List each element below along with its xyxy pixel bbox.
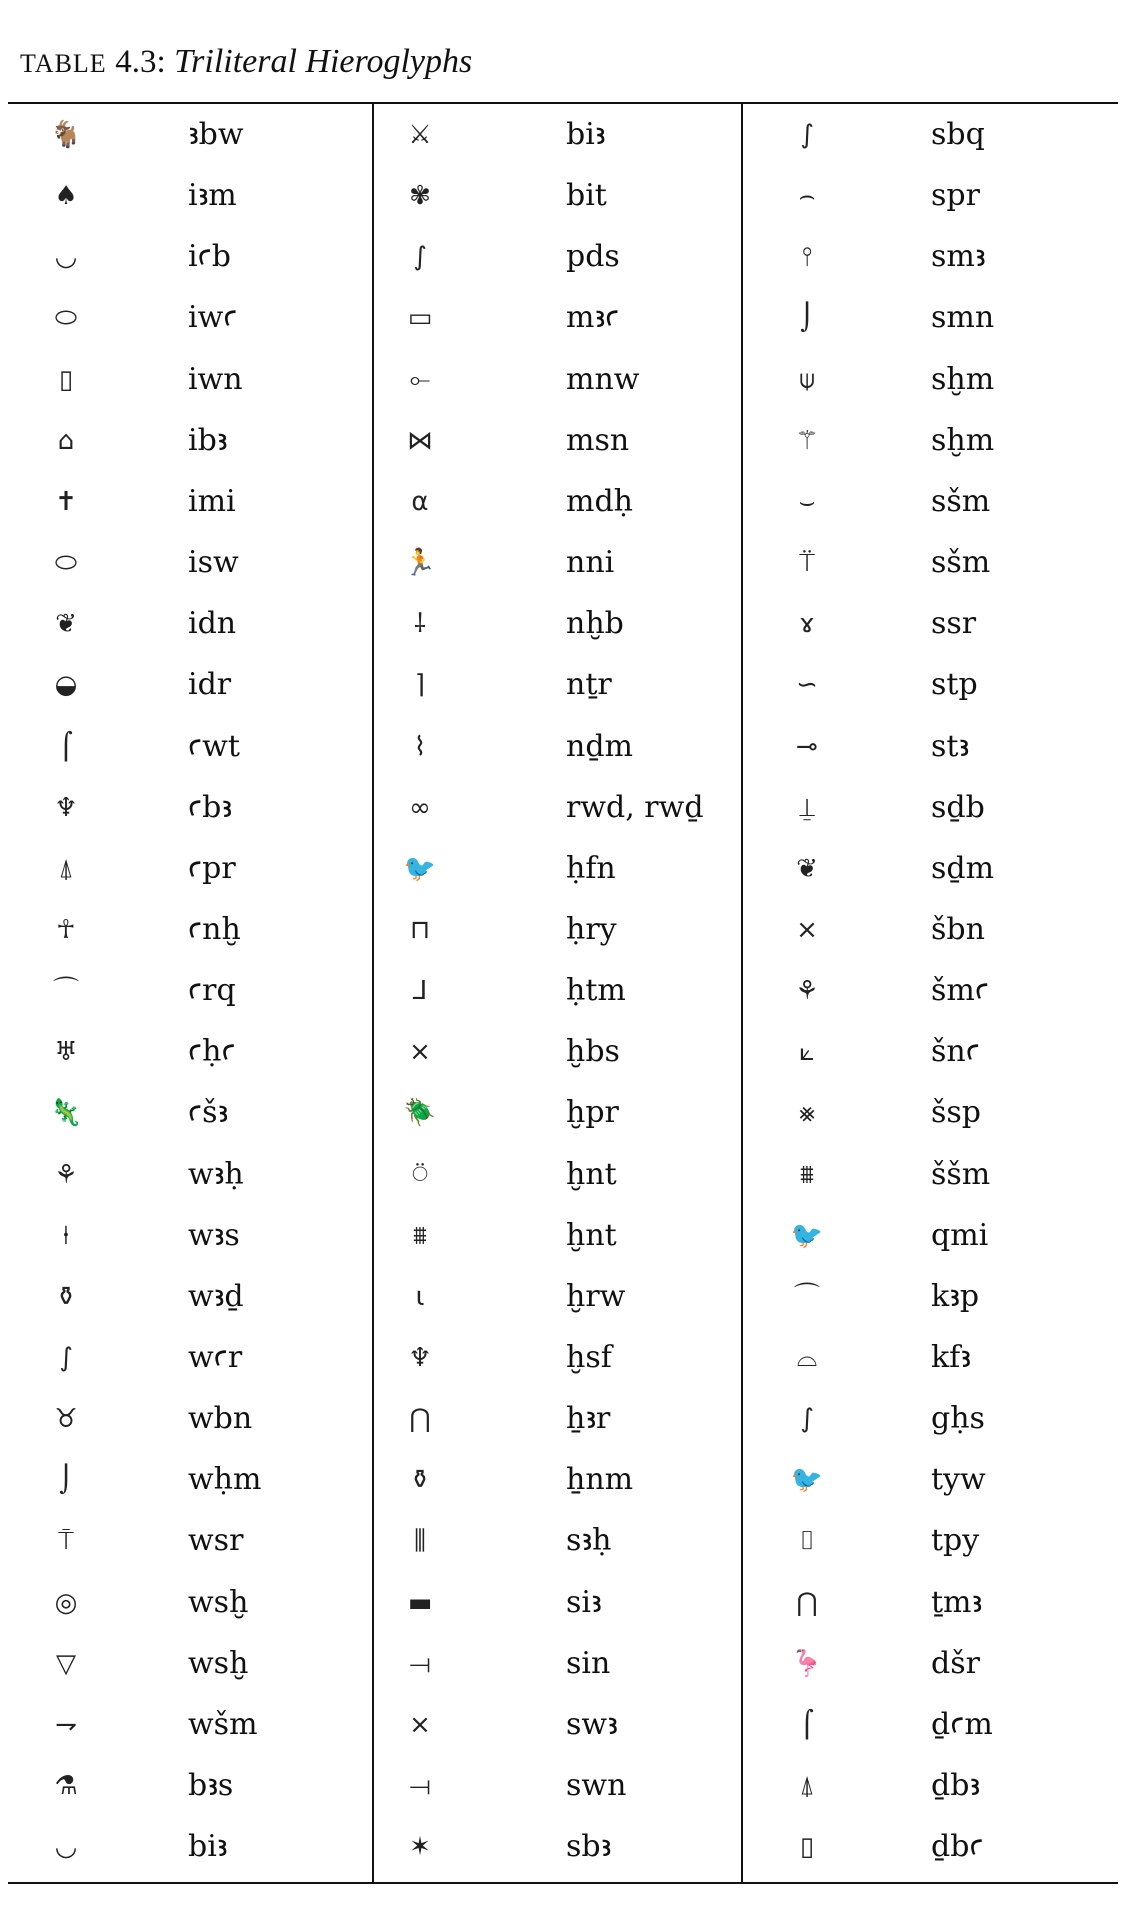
transliteration: ḏꜥm bbox=[931, 1706, 993, 1742]
jaw-hieroglyph-icon: ⌓ bbox=[796, 1343, 818, 1373]
table-row bbox=[374, 1266, 741, 1327]
table-row bbox=[0, 838, 372, 899]
transliteration: iwn bbox=[188, 361, 243, 397]
plant-hieroglyph-icon: ⚘ bbox=[795, 976, 819, 1007]
table-row bbox=[374, 287, 741, 348]
transliteration: ḫnt bbox=[566, 1217, 617, 1253]
table-row bbox=[374, 1510, 741, 1571]
leg-hieroglyph-icon: ∫ bbox=[59, 1343, 73, 1373]
transliteration: ḥry bbox=[566, 911, 617, 947]
pillar-hieroglyph-icon: ♆ bbox=[54, 792, 78, 823]
arch-hieroglyph-icon: ⋂ bbox=[796, 1587, 818, 1618]
leg-hieroglyph-icon: ∫ bbox=[413, 242, 427, 273]
arrow-hieroglyph-icon: ⊸ bbox=[796, 731, 818, 762]
sceptre-hieroglyph-icon: ⍦ bbox=[799, 364, 815, 395]
lizard-hieroglyph-icon: 🦎 bbox=[49, 1098, 83, 1129]
transliteration: qmi bbox=[931, 1217, 989, 1253]
pots-hieroglyph-icon: ⩩ bbox=[413, 1220, 427, 1251]
finger-hieroglyph-icon: ▯ bbox=[799, 1832, 815, 1863]
table-row bbox=[0, 1021, 372, 1082]
plant-hieroglyph-icon: ⚚ bbox=[795, 425, 819, 456]
table-row bbox=[743, 532, 1125, 593]
table-row bbox=[0, 410, 372, 471]
table-row bbox=[374, 654, 741, 715]
table-row bbox=[374, 1694, 741, 1755]
horn-hieroglyph-icon: ⌡ bbox=[59, 1465, 73, 1496]
transliteration: siꜣ bbox=[566, 1584, 602, 1620]
table-row bbox=[374, 716, 741, 777]
table-row bbox=[743, 471, 1125, 532]
transliteration: biꜣ bbox=[566, 117, 606, 152]
leaf-hieroglyph-icon: ❦ bbox=[55, 609, 77, 640]
block-hieroglyph-icon: ▭ bbox=[407, 303, 433, 334]
leg-hieroglyph-icon: ∫ bbox=[800, 1404, 814, 1435]
sun-hieroglyph-icon: ♉ bbox=[54, 1404, 78, 1435]
transliteration: smꜣ bbox=[931, 239, 986, 275]
transliteration: ḥtm bbox=[566, 973, 626, 1009]
bowl-hieroglyph-icon: ▽ bbox=[56, 1648, 76, 1679]
table-row bbox=[743, 1694, 1125, 1755]
transliteration: sḫm bbox=[931, 361, 995, 397]
table-row bbox=[743, 777, 1125, 838]
table-row bbox=[743, 1572, 1125, 1633]
transliteration: wḥm bbox=[188, 1462, 262, 1498]
table-row bbox=[743, 1082, 1125, 1143]
table-row bbox=[743, 1144, 1125, 1205]
transliteration: idr bbox=[188, 667, 232, 703]
transliteration: nḫb bbox=[566, 606, 624, 642]
crook-hieroglyph-icon: ⌠ bbox=[59, 731, 73, 762]
transliteration: smn bbox=[931, 300, 995, 336]
transliteration: idn bbox=[188, 606, 237, 642]
table-row bbox=[743, 349, 1125, 410]
lung-hieroglyph-icon: ⫯ bbox=[801, 242, 813, 273]
transliteration: gḥs bbox=[931, 1401, 985, 1437]
cross-hieroglyph-icon: ✝ bbox=[55, 486, 77, 517]
table-row bbox=[0, 471, 372, 532]
arch-hieroglyph-icon: ⋂ bbox=[409, 1404, 431, 1435]
transliteration: wsḫ bbox=[188, 1645, 249, 1681]
transliteration: ꜣbw bbox=[188, 117, 244, 152]
table-column-3 bbox=[743, 104, 1125, 1882]
table-title bbox=[20, 42, 472, 82]
transliteration: stp bbox=[931, 667, 978, 703]
staff-hieroglyph-icon: ⌡ bbox=[800, 303, 814, 334]
table-row bbox=[0, 104, 372, 165]
transliteration: mꜣꜥ bbox=[566, 300, 620, 336]
club-hieroglyph-icon: ♠ bbox=[54, 181, 78, 212]
table-row bbox=[374, 226, 741, 287]
table-row bbox=[743, 654, 1125, 715]
table-row bbox=[743, 899, 1125, 960]
transliteration: ḥfn bbox=[566, 850, 616, 886]
jar-hieroglyph-icon: ⚱ bbox=[409, 1465, 431, 1496]
transliteration: rwd, rwḏ bbox=[566, 789, 704, 825]
transliteration: wsḫ bbox=[188, 1584, 249, 1620]
table-name: Triliteral Hieroglyphs bbox=[174, 43, 473, 80]
table-row bbox=[743, 1510, 1125, 1571]
transliteration: mnw bbox=[566, 361, 640, 397]
table-row bbox=[374, 593, 741, 654]
arrow-hieroglyph-icon: ⟞ bbox=[409, 1771, 431, 1802]
transliteration: wꜣḏ bbox=[188, 1278, 244, 1314]
transliteration: ẖnm bbox=[566, 1462, 634, 1498]
loaf-hieroglyph-icon: ⬭ bbox=[54, 303, 78, 334]
transliteration: isw bbox=[188, 545, 239, 581]
table-row bbox=[743, 1021, 1125, 1082]
harpoon-hieroglyph-icon: ⋈ bbox=[407, 425, 433, 456]
table-row bbox=[0, 1816, 372, 1877]
rope-hieroglyph-icon: ∞ bbox=[409, 792, 431, 823]
transliteration: msn bbox=[566, 422, 630, 458]
transliteration: iwꜥ bbox=[188, 300, 238, 336]
table-row bbox=[374, 1816, 741, 1877]
bowl-hieroglyph-icon: ◡ bbox=[54, 242, 78, 273]
table-row bbox=[374, 1327, 741, 1388]
arm-hieroglyph-icon: ⌒ bbox=[793, 1281, 820, 1312]
transliteration: pds bbox=[566, 239, 620, 275]
table-row bbox=[0, 349, 372, 410]
staff-hieroglyph-icon: ⌠ bbox=[800, 1709, 814, 1740]
table-row bbox=[0, 899, 372, 960]
transliteration: wꜣs bbox=[188, 1217, 240, 1253]
basket-hieroglyph-icon: ◡ bbox=[54, 1832, 78, 1863]
transliteration: ḏbꜣ bbox=[931, 1768, 981, 1804]
table-row bbox=[0, 1449, 372, 1510]
transliteration: šnꜥ bbox=[931, 1034, 980, 1070]
transliteration: sšm bbox=[931, 483, 991, 519]
table-row bbox=[374, 410, 741, 471]
transliteration: sḏm bbox=[931, 850, 995, 886]
transliteration: nṯr bbox=[566, 667, 612, 703]
transliteration: sšm bbox=[931, 545, 991, 581]
compass-hieroglyph-icon: ⍋ bbox=[799, 1771, 815, 1802]
transliteration: wꜥr bbox=[188, 1340, 243, 1375]
table-row bbox=[0, 1388, 372, 1449]
transliteration: spr bbox=[931, 178, 980, 214]
jar-hieroglyph-icon: ⍥ bbox=[412, 1159, 428, 1190]
transliteration: swn bbox=[566, 1768, 627, 1804]
transliteration: šsp bbox=[931, 1095, 981, 1131]
transliteration: ꜥšꜣ bbox=[188, 1095, 229, 1131]
arrow-hieroglyph-icon: ⟞ bbox=[409, 1648, 431, 1679]
transliteration: nḏm bbox=[566, 728, 633, 764]
table-row bbox=[743, 410, 1125, 471]
bee-hieroglyph-icon: ✾ bbox=[409, 181, 431, 212]
staff-hieroglyph-icon: ⸸ bbox=[413, 609, 427, 640]
head-hieroglyph-icon: ⍑ bbox=[58, 1526, 74, 1557]
table-column-1 bbox=[0, 104, 372, 1882]
transliteration: sꜣḥ bbox=[566, 1523, 612, 1559]
table-row bbox=[0, 716, 372, 777]
transliteration: mdḥ bbox=[566, 483, 633, 519]
table-row bbox=[374, 838, 741, 899]
transliteration: ḫsf bbox=[566, 1340, 612, 1375]
transliteration: nni bbox=[566, 545, 615, 581]
table-label: TABLE bbox=[20, 49, 107, 78]
table-row bbox=[0, 1082, 372, 1143]
table-row bbox=[374, 1633, 741, 1694]
transliteration: swꜣ bbox=[566, 1706, 618, 1742]
animal-hieroglyph-icon: 🐐 bbox=[49, 120, 83, 150]
leg-hieroglyph-icon: ∫ bbox=[800, 120, 814, 150]
transliteration: sbq bbox=[931, 117, 985, 152]
transliteration: wꜣḥ bbox=[188, 1156, 244, 1192]
transliteration: ibꜣ bbox=[188, 422, 228, 458]
table-row bbox=[0, 654, 372, 715]
transliteration: ꜥḥꜥ bbox=[188, 1034, 236, 1070]
pillar-hieroglyph-icon: ⌷ bbox=[799, 1526, 815, 1557]
table-row bbox=[0, 1694, 372, 1755]
table-row bbox=[743, 593, 1125, 654]
animal-hieroglyph-icon: ⚔ bbox=[408, 120, 432, 150]
transliteration: kꜣp bbox=[931, 1278, 980, 1314]
table-row bbox=[743, 1816, 1125, 1877]
table-row bbox=[0, 1327, 372, 1388]
table-row bbox=[743, 1266, 1125, 1327]
papyrus-hieroglyph-icon: ⚱ bbox=[55, 1281, 77, 1312]
table-row bbox=[374, 1449, 741, 1510]
flower-hieroglyph-icon: ⚘ bbox=[54, 1159, 78, 1190]
transliteration: ssr bbox=[931, 606, 977, 642]
table-row bbox=[0, 1755, 372, 1816]
star-hieroglyph-icon: ✶ bbox=[409, 1832, 431, 1863]
rib-hieroglyph-icon: ⌢ bbox=[798, 181, 816, 212]
staff-hieroglyph-icon: ⍿ bbox=[62, 1220, 70, 1251]
leaf-hieroglyph-icon: ❦ bbox=[796, 853, 818, 884]
transliteration: sḏb bbox=[931, 789, 985, 825]
transliteration: tyw bbox=[931, 1462, 986, 1498]
transliteration: biꜣ bbox=[188, 1829, 228, 1865]
staff-hieroglyph-icon: ⍊ bbox=[799, 792, 815, 823]
table-row bbox=[743, 1327, 1125, 1388]
table-row bbox=[0, 287, 372, 348]
ankh-hieroglyph-icon: ☥ bbox=[56, 914, 76, 945]
table-row bbox=[374, 349, 741, 410]
transliteration: wbn bbox=[188, 1401, 253, 1437]
rope-hieroglyph-icon: ɤ bbox=[799, 609, 815, 640]
table-row bbox=[0, 226, 372, 287]
loaf-hieroglyph-icon: ⬭ bbox=[54, 548, 78, 579]
transliteration: ꜥwt bbox=[188, 728, 240, 764]
chisel-hieroglyph-icon: ⟜ bbox=[409, 364, 431, 395]
basin-hieroglyph-icon: ◒ bbox=[54, 670, 78, 701]
transliteration: stꜣ bbox=[931, 728, 970, 764]
press-hieroglyph-icon: ⩩ bbox=[800, 1159, 814, 1190]
pot-hieroglyph-icon: ⌇ bbox=[413, 731, 427, 762]
transliteration: ꜥpr bbox=[188, 850, 236, 886]
table-row bbox=[0, 777, 372, 838]
pillar-hieroglyph-icon: ⍳ bbox=[415, 1281, 425, 1312]
table-row bbox=[374, 532, 741, 593]
table-row bbox=[0, 165, 372, 226]
transliteration: iꜥb bbox=[188, 239, 231, 275]
transliteration: šbn bbox=[931, 911, 985, 947]
transliteration: ššm bbox=[931, 1156, 991, 1192]
table-row bbox=[374, 899, 741, 960]
brazier-hieroglyph-icon: ♅ bbox=[54, 1037, 78, 1068]
pillar-hieroglyph-icon: ▯ bbox=[58, 364, 74, 395]
table-row bbox=[374, 1082, 741, 1143]
sky-hieroglyph-icon: ⊓ bbox=[409, 914, 431, 945]
bottom-rule bbox=[8, 1882, 1118, 1884]
table-number: 4.3: bbox=[115, 44, 166, 80]
cross-hieroglyph-icon: × bbox=[409, 1037, 431, 1068]
transliteration: iꜣm bbox=[188, 178, 237, 214]
table-row bbox=[743, 716, 1125, 777]
table-row bbox=[0, 1266, 372, 1327]
transliteration: sbꜣ bbox=[566, 1829, 612, 1865]
table-row bbox=[374, 1755, 741, 1816]
bird-hieroglyph-icon: 🐦 bbox=[790, 1220, 824, 1251]
transliteration: imi bbox=[188, 483, 236, 519]
transliteration: kfꜣ bbox=[931, 1340, 971, 1375]
bird-hieroglyph-icon: 🦩 bbox=[790, 1648, 824, 1679]
field-hieroglyph-icon: ⫼ bbox=[414, 1526, 426, 1557]
bird-hieroglyph-icon: 🐦 bbox=[790, 1465, 824, 1496]
transliteration: sḫm bbox=[931, 422, 995, 458]
table-row bbox=[743, 104, 1125, 165]
cross-hieroglyph-icon: × bbox=[409, 1709, 431, 1740]
table-row bbox=[374, 471, 741, 532]
sling-hieroglyph-icon: ∽ bbox=[796, 670, 818, 701]
bird-hieroglyph-icon: 🐦 bbox=[403, 853, 437, 884]
arm-hieroglyph-icon: ⌒ bbox=[52, 976, 79, 1007]
table-row bbox=[374, 1205, 741, 1266]
table-row bbox=[374, 104, 741, 165]
table-row bbox=[743, 1449, 1125, 1510]
table-row bbox=[374, 1144, 741, 1205]
axe-hieroglyph-icon: ⍺ bbox=[411, 486, 429, 517]
house-hieroglyph-icon: ⍋ bbox=[58, 853, 74, 884]
cross-hieroglyph-icon: × bbox=[796, 914, 818, 945]
table-row bbox=[743, 226, 1125, 287]
table-row bbox=[743, 960, 1125, 1021]
table-row bbox=[374, 1021, 741, 1082]
table-row bbox=[0, 1572, 372, 1633]
transliteration: ḫrw bbox=[566, 1278, 626, 1314]
transliteration: sin bbox=[566, 1645, 611, 1681]
hieroglyph-table bbox=[0, 104, 1125, 1882]
flag-hieroglyph-icon: ⌉ bbox=[414, 670, 426, 701]
transliteration: wšm bbox=[188, 1706, 258, 1742]
table-row bbox=[374, 165, 741, 226]
transliteration: ẖꜣr bbox=[566, 1401, 611, 1437]
transliteration: ꜥbꜣ bbox=[188, 789, 233, 825]
spindle-hieroglyph-icon: ♆ bbox=[408, 1343, 432, 1373]
table-row bbox=[374, 960, 741, 1021]
table-row bbox=[743, 287, 1125, 348]
table-row bbox=[374, 1388, 741, 1449]
table-column-2 bbox=[374, 104, 741, 1882]
transliteration: bit bbox=[566, 178, 607, 214]
transliteration: wsr bbox=[188, 1523, 244, 1559]
table-row bbox=[374, 777, 741, 838]
hand-hieroglyph-icon: ⨳ bbox=[798, 1098, 816, 1129]
table-row bbox=[0, 1633, 372, 1694]
knife-hieroglyph-icon: ⌣ bbox=[798, 486, 816, 517]
plough-hieroglyph-icon: ⟀ bbox=[799, 1037, 815, 1068]
transliteration: ꜥrq bbox=[188, 973, 236, 1009]
heart-hieroglyph-icon: ⌂ bbox=[57, 425, 75, 456]
table-row bbox=[743, 1633, 1125, 1694]
transliteration: šmꜥ bbox=[931, 973, 989, 1009]
transliteration: ṯmꜣ bbox=[931, 1584, 983, 1620]
harpoon-hieroglyph-icon: ⇁ bbox=[55, 1709, 77, 1740]
beetle-hieroglyph-icon: 🪲 bbox=[403, 1098, 437, 1129]
table-row bbox=[0, 1205, 372, 1266]
table-row bbox=[743, 1205, 1125, 1266]
jar-hieroglyph-icon: ⚗ bbox=[54, 1771, 78, 1802]
collar-hieroglyph-icon: ◎ bbox=[54, 1587, 78, 1618]
transliteration: ḫpr bbox=[566, 1095, 619, 1131]
table-row bbox=[743, 165, 1125, 226]
leg-hieroglyph-icon: ⅃ bbox=[412, 976, 428, 1007]
table-row bbox=[0, 593, 372, 654]
block-hieroglyph-icon: ▬ bbox=[407, 1587, 433, 1618]
table-row bbox=[743, 1388, 1125, 1449]
transliteration: tpy bbox=[931, 1523, 980, 1559]
table-row bbox=[743, 838, 1125, 899]
table-row bbox=[743, 1755, 1125, 1816]
bird-hieroglyph-icon: ⍡ bbox=[799, 548, 815, 579]
transliteration: ꜥnḫ bbox=[188, 911, 241, 947]
man-hieroglyph-icon: 🏃 bbox=[403, 548, 437, 579]
table-row bbox=[0, 1510, 372, 1571]
transliteration: bꜣs bbox=[188, 1768, 234, 1804]
table-row bbox=[374, 1572, 741, 1633]
transliteration: ḏbꜥ bbox=[931, 1829, 984, 1865]
transliteration: ḫnt bbox=[566, 1156, 617, 1192]
table-row bbox=[0, 532, 372, 593]
table-row bbox=[0, 960, 372, 1021]
transliteration: ḫbs bbox=[566, 1034, 620, 1070]
table-row bbox=[0, 1144, 372, 1205]
transliteration: dšr bbox=[931, 1645, 980, 1681]
